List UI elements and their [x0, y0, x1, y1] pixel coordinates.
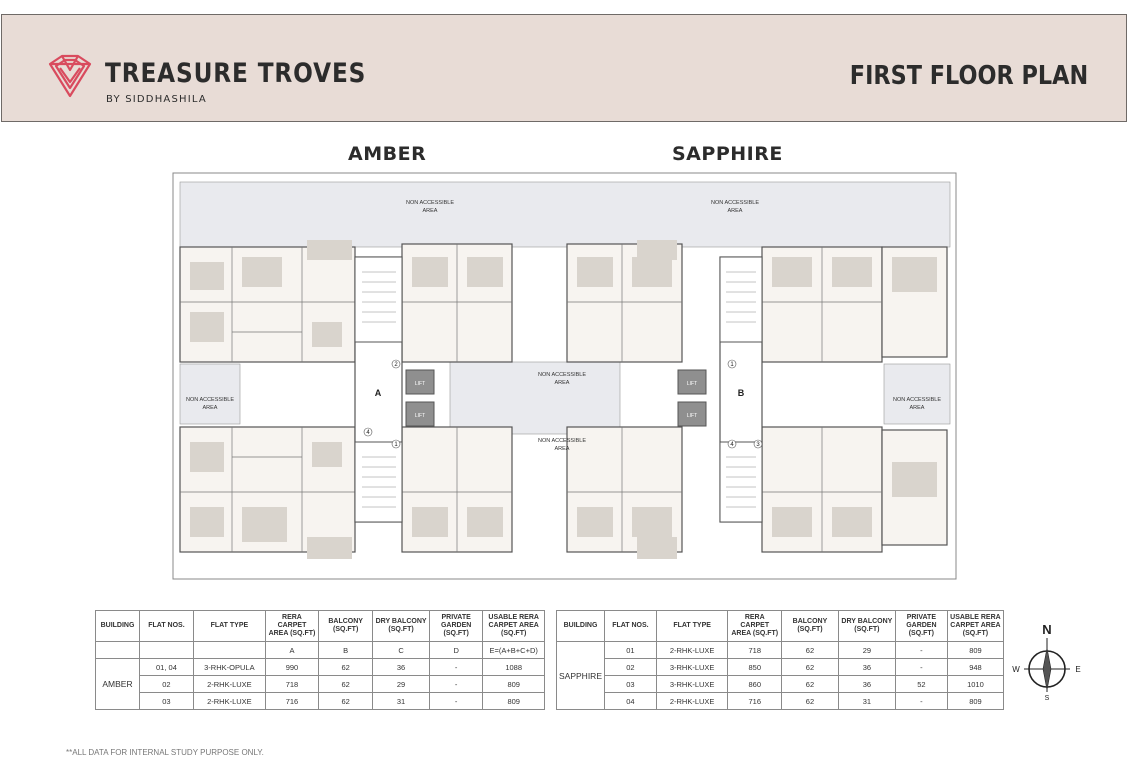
- table-cell: 29: [373, 676, 430, 693]
- table-row: [557, 642, 1004, 659]
- table-cell: 36: [838, 659, 895, 676]
- table-cell: C: [373, 642, 430, 659]
- compass-east: E: [1075, 665, 1081, 674]
- label-sapphire-flat-3: 3: [756, 442, 760, 448]
- table-cell: 02: [605, 659, 657, 676]
- label-non-accessible-center-1: NON ACCESSIBLE: [538, 372, 586, 378]
- table-cell: 2-RHK-LUXE: [193, 676, 265, 693]
- header-usable-rera: USABLE RERA CARPET AREA (SQ.FT): [947, 611, 1003, 642]
- label-area-right: AREA: [909, 405, 925, 411]
- table-cell: 809: [947, 642, 1003, 659]
- table-cell: 2-RHK-LUXE: [193, 693, 265, 710]
- table-cell: 01, 04: [140, 659, 194, 676]
- sapphire-building-cell: SAPPHIRE: [557, 642, 605, 710]
- header-banner: [1, 14, 1127, 122]
- table-cell: 31: [373, 693, 430, 710]
- table-row: [96, 693, 545, 710]
- non-accessible-area-right: [884, 364, 950, 424]
- table-cell: -: [895, 693, 947, 710]
- table-cell: 36: [373, 659, 430, 676]
- label-lift-b2: LIFT: [686, 413, 698, 419]
- label-area-top-right: AREA: [727, 208, 743, 214]
- table-cell: 948: [947, 659, 1003, 676]
- label-non-accessible-center-2: NON ACCESSIBLE: [538, 438, 586, 444]
- header-rera-carpet: RERA CARPET AREA (SQ.FT): [728, 611, 782, 642]
- table-cell: 716: [265, 693, 318, 710]
- amber-area-table: [95, 610, 545, 710]
- label-amber-flat-4: 4: [366, 430, 370, 436]
- non-accessible-area-left: [180, 364, 240, 424]
- table-cell: -: [895, 642, 947, 659]
- non-accessible-area-top: [180, 182, 950, 247]
- label-non-accessible-top-right: NON ACCESSIBLE: [711, 200, 759, 206]
- header-private-garden: PRIVATE GARDEN (SQ.FT): [429, 611, 482, 642]
- table-cell: A: [265, 642, 318, 659]
- table-cell: 03: [140, 693, 194, 710]
- header-balcony: BALCONY (SQ.FT): [319, 611, 373, 642]
- label-area-center-2: AREA: [554, 446, 570, 452]
- table-cell: 36: [838, 676, 895, 693]
- building-title-sapphire: SAPPHIRE: [672, 143, 783, 165]
- amber-table-header-row: [96, 611, 545, 642]
- table-cell: 62: [319, 693, 373, 710]
- table-cell: 04: [605, 693, 657, 710]
- compass-icon: [1012, 622, 1082, 702]
- footnote: **ALL DATA FOR INTERNAL STUDY PURPOSE ONLY.: [66, 748, 264, 757]
- sapphire-table-header-row: [557, 611, 1004, 642]
- label-lift-b1: LIFT: [686, 381, 698, 387]
- brand-subtitle: BY SIDDHASHILA: [106, 94, 207, 105]
- table-cell: 809: [947, 693, 1003, 710]
- table-cell: 860: [728, 676, 782, 693]
- compass-south: S: [1044, 695, 1050, 702]
- table-cell: D: [429, 642, 482, 659]
- table-cell: 62: [319, 659, 373, 676]
- table-cell: 62: [319, 676, 373, 693]
- table-cell: 01: [605, 642, 657, 659]
- table-cell: 62: [782, 642, 839, 659]
- label-non-accessible-top-left: NON ACCESSIBLE: [406, 200, 454, 206]
- table-cell: 3-RHK-LUXE: [656, 676, 728, 693]
- table-cell: 3-RHK-OPULA: [193, 659, 265, 676]
- floor-plan: [172, 172, 957, 580]
- table-cell: 52: [895, 676, 947, 693]
- label-core-a: A: [374, 388, 382, 398]
- header-flat-nos: FLAT NOS.: [605, 611, 657, 642]
- table-row: [557, 659, 1004, 676]
- table-cell: 1088: [483, 659, 545, 676]
- label-lift-a2: LIFT: [414, 413, 426, 419]
- table-cell: 1010: [947, 676, 1003, 693]
- table-cell: [193, 642, 265, 659]
- table-cell: -: [429, 693, 482, 710]
- brand-name: TREASURE TROVES: [105, 58, 367, 89]
- label-non-accessible-left: NON ACCESSIBLE: [186, 397, 234, 403]
- table-cell: 02: [140, 676, 194, 693]
- label-sapphire-flat-1: 1: [730, 362, 734, 368]
- label-core-b: B: [737, 388, 745, 398]
- label-amber-flat-2: 2: [394, 362, 398, 368]
- table-cell: 809: [483, 693, 545, 710]
- compass-north: N: [1042, 622, 1052, 637]
- table-cell: 718: [265, 676, 318, 693]
- table-cell: 31: [838, 693, 895, 710]
- label-area-left: AREA: [202, 405, 218, 411]
- plan-title: FIRST FLOOR PLAN: [849, 61, 1088, 91]
- table-cell: -: [895, 659, 947, 676]
- header-usable-rera: USABLE RERA CARPET AREA (SQ.FT): [483, 611, 545, 642]
- table-cell: B: [319, 642, 373, 659]
- table-row: [557, 676, 1004, 693]
- amber-key-row: [96, 642, 545, 659]
- header-private-garden: PRIVATE GARDEN (SQ.FT): [895, 611, 947, 642]
- sapphire-area-table: [556, 610, 1004, 710]
- table-cell: [96, 642, 140, 659]
- header-dry-balcony: DRY BALCONY (SQ.FT): [838, 611, 895, 642]
- header-flat-nos: FLAT NOS.: [140, 611, 194, 642]
- table-cell: E=(A+B+C+D): [483, 642, 545, 659]
- header-rera-carpet: RERA CARPET AREA (SQ.FT): [265, 611, 318, 642]
- table-cell: 2-RHK-LUXE: [656, 642, 728, 659]
- table-cell: 2-RHK-LUXE: [656, 693, 728, 710]
- table-cell: 850: [728, 659, 782, 676]
- table-row: [557, 693, 1004, 710]
- table-cell: 62: [782, 659, 839, 676]
- label-lift-a1: LIFT: [414, 381, 426, 387]
- table-cell: 62: [782, 693, 839, 710]
- table-cell: 62: [782, 676, 839, 693]
- label-area-top-left: AREA: [422, 208, 438, 214]
- header-building: BUILDING: [557, 611, 605, 642]
- table-cell: 3-RHK-LUXE: [656, 659, 728, 676]
- header-dry-balcony: DRY BALCONY (SQ.FT): [373, 611, 430, 642]
- table-cell: 718: [728, 642, 782, 659]
- table-cell: 03: [605, 676, 657, 693]
- table-cell: -: [429, 659, 482, 676]
- label-non-accessible-right: NON ACCESSIBLE: [893, 397, 941, 403]
- table-cell: -: [429, 676, 482, 693]
- non-accessible-area-center: [450, 362, 620, 434]
- treasure-troves-logo-icon: [46, 52, 94, 100]
- label-amber-flat-1: 1: [394, 442, 398, 448]
- compass-west: W: [1012, 665, 1020, 674]
- header-building: BUILDING: [96, 611, 140, 642]
- table-cell: 809: [483, 676, 545, 693]
- table-cell: 29: [838, 642, 895, 659]
- table-cell: [140, 642, 194, 659]
- header-flat-type: FLAT TYPE: [656, 611, 728, 642]
- table-row: [96, 659, 545, 676]
- table-cell: 716: [728, 693, 782, 710]
- header-flat-type: FLAT TYPE: [193, 611, 265, 642]
- table-cell: 990: [265, 659, 318, 676]
- table-row: [96, 676, 545, 693]
- amber-building-cell: AMBER: [96, 659, 140, 710]
- label-area-center-1: AREA: [554, 380, 570, 386]
- label-sapphire-flat-4: 4: [730, 442, 734, 448]
- floor-plan-drawing: [172, 172, 957, 580]
- building-title-amber: AMBER: [348, 143, 427, 165]
- header-balcony: BALCONY (SQ.FT): [782, 611, 839, 642]
